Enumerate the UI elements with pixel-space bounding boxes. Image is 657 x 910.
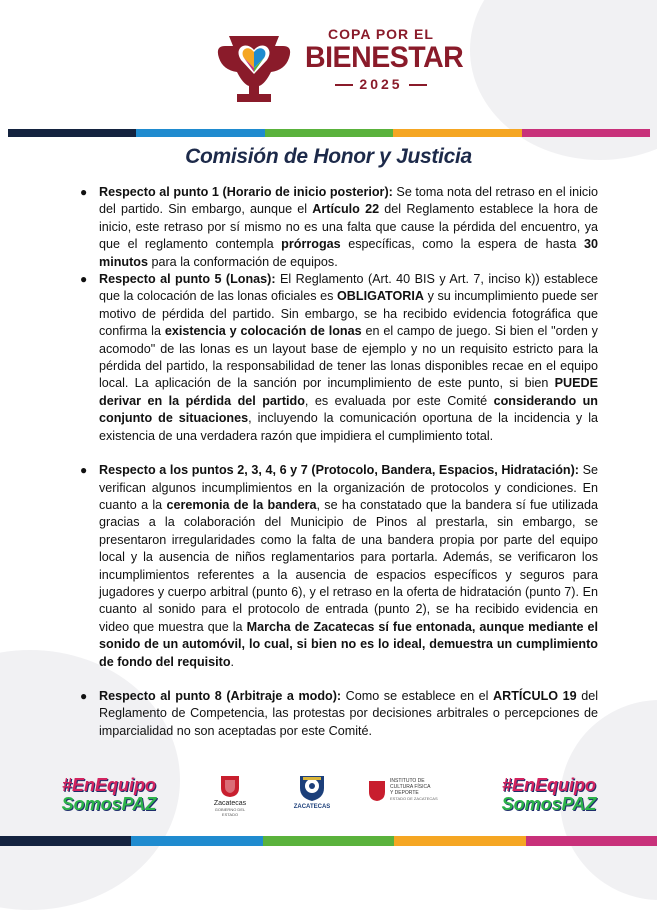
section-text: específicas, como la espera de hasta	[340, 237, 584, 252]
section-heading: Respecto al punto 8 (Arbitraje a modo):	[99, 688, 342, 703]
section-text: Se verifican algunos incumplimientos en la organización de protocolos y condiciones. En cuanto a la	[99, 463, 599, 512]
section-heading: Respecto al punto 1 (Horario de inicio posterior):	[99, 185, 393, 199]
page-title: Comisión de Honor y Justicia	[185, 145, 472, 168]
slogan-line1: #EnEquipo	[62, 775, 156, 795]
section-heading: Respecto al punto 5 (Lonas):	[99, 272, 276, 287]
footer-logos	[0, 770, 657, 820]
slogan-line2: SomosPAZ	[61, 794, 157, 814]
copa-bienestar-logo	[213, 22, 464, 108]
logo-line1: COPA POR EL	[328, 26, 434, 42]
club-label: ZACATECAS	[293, 804, 331, 810]
section-bold: 30 minutos	[99, 237, 599, 269]
section-text: El Reglamento (Art. 40 BIS y Art. 7, inciso k)) establece que la colocación de las lonas oficiales es	[99, 272, 598, 304]
section-bold: ARTÍCULO 19	[493, 688, 577, 703]
section-bold: ceremonia de la bandera	[166, 497, 317, 512]
section-text: en el campo de juego. Si bien el "orden y acomodo" de las lonas es un layout base de ejemplo y no un requisito estricto para la pérdida del partido, la responsabilidad de tener las lonas disponibles recae en el equipo local. La aplicación de la sanción por incumplimiento de este punto, si bien	[99, 324, 598, 391]
section-bold: Marcha de Zacatecas sí fue entonada, aunque mediante el sonido de un automóvil, lo cual, si bien no es lo ideal, demuestra un cumplimiento de fondo del requisito	[99, 619, 599, 669]
section-text: y su incumplimiento puede ser motivo de pérdida del partido. Sin embargo, se ha recibido evidencia fotográfica que confirma la	[99, 289, 598, 339]
section-punto-8: ● Respecto al punto 8 (Arbitraje a modo): Como se establece en el ARTÍCULO 19 del Reglamento de Competencia, las protestas por decisiones arbitrales o percepciones de imparcialidad no son aceptadas por este Comité.	[80, 688, 598, 738]
slogan-line2: SomosPAZ	[501, 794, 597, 814]
section-text: Se toma nota del retraso en el inicio del partido. Sin embargo, aunque el	[99, 185, 599, 217]
institute-seal-icon	[368, 780, 386, 802]
institute-line1: INSTITUTO DE	[390, 778, 425, 784]
section-bold: PUEDE derivar en la pérdida del partido	[99, 376, 598, 408]
gov-label: Zacatecas	[213, 800, 247, 807]
slogan-logo-left	[50, 776, 168, 816]
club-zacatecas-logo	[290, 772, 334, 810]
color-stripe-top	[8, 129, 650, 137]
zacatecas-seal-icon	[219, 774, 241, 798]
section-text: del Reglamento de Competencia, las protestas por decisiones arbitrales o percepciones de imparcialidad no son aceptadas por este Comité.	[99, 688, 598, 738]
section-punto-1: ● Respecto al punto 1 (Horario de inicio posterior): Se toma nota del retraso en el inicio del partido. Sin embargo, aunque el Artículo 22 del Reglamento establece la hora de inicio, este retraso por sí mismo no es una falta que cause la pérdida del encuentro, ya que el reglamento contempla prórrogas específicas, como la espera de hasta 30 minutos para la conformación de equipos.	[80, 185, 599, 269]
section-puntos-2-7: ● Respecto a los puntos 2, 3, 4, 6 y 7 (Protocolo, Bandera, Espacios, Hidratación): Se verifican algunos incumplimientos en la organización de protocolos y condiciones. En cuanto a la ceremonia de la bandera, se ha constatado que la bandera sí fue utilizada gracias a la colaboración del Municipio de Pinos al prestarla, sin embargo, se presentaron irregularidades como la falta de una bandera propia por parte del equipo local y la ausencia de niños reglamentarios para portarla. Además, se verificaron los incumplimientos referentes a la ausencia de espacios específicos y seguros para jugadores y cuerpo arbitral (punto 6), y el retraso en la oferta de hidratación (punto 7). En cuanto al sonido para el protocolo de entrada (punto 2), se ha recibido evidencia en video que muestra que la Marcha de Zacatecas sí fue entonada, aunque mediante el sonido de un automóvil, lo cual, si bien no es lo ideal, demuestra un cumplimiento de fondo del requisito.	[80, 463, 599, 669]
institute-line4: ESTADO DE ZACATECAS	[390, 796, 438, 801]
section-bold: OBLIGATORIA	[336, 289, 424, 304]
section-text: .	[230, 654, 235, 669]
section-text: para la conformación de equipos.	[147, 254, 338, 269]
trophy-icon	[213, 28, 295, 106]
slogan-logo-right	[490, 776, 608, 816]
section-text: Como se establece en el	[341, 688, 494, 703]
section-bold: Artículo 22	[312, 202, 380, 217]
section-text: , incluyendo la comunicación oportuna de la incidencia y la existencia de una verdadera razón que impidiera el cumplimiento total.	[99, 411, 598, 443]
section-heading: Respecto a los puntos 2, 3, 4, 6 y 7 (Protocolo, Bandera, Espacios, Hidratación):	[99, 463, 579, 478]
club-crest-icon	[297, 772, 327, 802]
section-punto-5: ● Respecto al punto 5 (Lonas): El Reglamento (Art. 40 BIS y Art. 7, inciso k)) establece que la colocación de las lonas oficiales es OBLIGATORIA y su incumplimiento puede ser motivo de pérdida del partido. Sin embargo, se ha recibido evidencia fotográfica que confirma la existencia y colocación de lonas en el campo de juego. Si bien el "orden y acomodo" de las lonas es un layout base de ejemplo y no un requisito estricto para la pérdida del partido, la responsabilidad de tener las lonas disponibles recae en el equipo local. La aplicación de la sanción por incumplimiento de este punto, si bien PUEDE derivar en la pérdida del partido, es evaluada por este Comité considerando un conjunto de situaciones, incluyendo la comunicación oportuna de la incidencia y la existencia de una verdadera razón que impidiera el cumplimiento total.	[80, 272, 598, 443]
gobierno-zacatecas-logo	[208, 774, 252, 817]
section-text: , es evaluada por este Comité	[304, 393, 494, 408]
resolution-body	[80, 184, 598, 740]
logo-year	[301, 76, 461, 92]
institute-line2: CULTURA FÍSICA	[390, 784, 431, 790]
section-text: del Reglamento establece la hora de inicio, este retraso por sí mismo no es una falta que cause la pérdida del encuentro, ya que el reglamento contempla	[99, 202, 598, 252]
logo-line2: BIENESTAR	[305, 41, 464, 74]
logo-year-text: 2025	[359, 76, 403, 92]
section-bold: considerando un conjunto de situaciones	[99, 393, 598, 426]
section-bold: prórrogas	[281, 237, 341, 252]
color-stripe-bottom	[0, 836, 657, 846]
section-text: , se ha constatado que la bandera sí fue utilizada gracias a la colaboración del Municipio de Pinos al prestarla, sin embargo, se presentaron irregularidades como la falta de una bandera propia por parte del equipo local y la ausencia de niños reglamentarios para portarla. Además, se verificaron los incumplimientos referentes a la ausencia de espacios específicos y seguros para jugadores y cuerpo arbitral (punto 6), y el retraso en la oferta de hidratación (punto 7). En cuanto al sonido para el protocolo de entrada (punto 2), se ha recibido evidencia en video que muestra que la	[99, 497, 598, 634]
gov-sub: GOBIERNO DEL ESTADO	[214, 807, 246, 817]
section-bold: existencia y colocación de lonas	[164, 324, 362, 339]
institute-line3: Y DEPORTE	[390, 790, 419, 796]
slogan-line1: #EnEquipo	[502, 775, 596, 795]
